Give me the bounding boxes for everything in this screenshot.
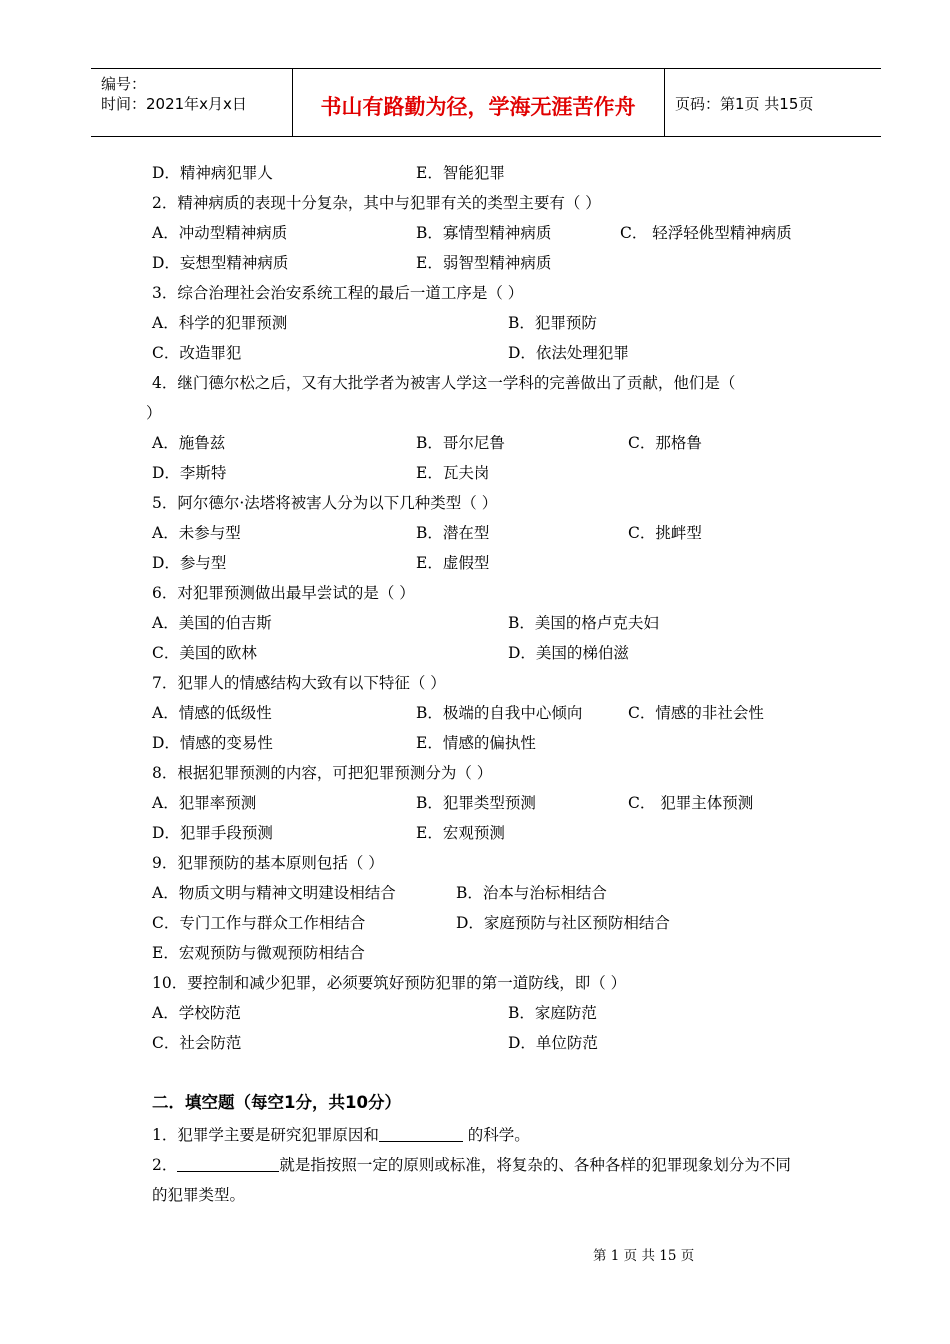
code-label: 编号： bbox=[101, 75, 147, 93]
header-page-cell bbox=[665, 69, 881, 136]
option-item[interactable]: C． 轻浮轻佻型精神病质 bbox=[620, 224, 792, 242]
option-item[interactable]: C．情感的非社会性 bbox=[628, 704, 764, 722]
fill-in-section bbox=[152, 1120, 852, 1210]
option-item[interactable]: B．极端的自我中心倾向 bbox=[416, 704, 583, 722]
option-item[interactable]: C．美国的欧林 bbox=[152, 644, 257, 662]
fill-q2-text: 就是指按照一定的原则或标准，将复杂的、各种各样的犯罪现象划分为不同 bbox=[279, 1156, 791, 1174]
option-item[interactable]: A．学校防范 bbox=[152, 1004, 241, 1022]
option-item[interactable]: C．那格鲁 bbox=[628, 434, 702, 452]
option-item[interactable]: E．虚假型 bbox=[416, 554, 490, 572]
option-item[interactable]: E．智能犯罪 bbox=[416, 164, 505, 182]
option-row bbox=[152, 248, 852, 278]
question-text: 3．综合治理社会治安系统工程的最后一道工序是（ ） bbox=[152, 284, 524, 302]
option-row bbox=[152, 938, 852, 968]
option-row bbox=[152, 698, 852, 728]
option-row bbox=[152, 548, 852, 578]
option-row bbox=[152, 518, 852, 548]
time-label: 时间：2021年x月x日 bbox=[101, 95, 247, 113]
option-row bbox=[152, 218, 852, 248]
answer-blank[interactable] bbox=[379, 1123, 463, 1142]
motto: 书山有路勤为径，学海无涯苦作舟 bbox=[320, 95, 636, 119]
option-item[interactable]: B．美国的格卢克夫妇 bbox=[508, 614, 659, 632]
option-item[interactable]: D．单位防范 bbox=[508, 1034, 598, 1052]
option-row bbox=[152, 638, 852, 668]
question-text: 6．对犯罪预测做出最早尝试的是（ ） bbox=[152, 584, 415, 602]
option-item[interactable]: D．精神病犯罪人 bbox=[152, 164, 273, 182]
option-item[interactable]: E．瓦夫岗 bbox=[416, 464, 490, 482]
option-item[interactable]: E．宏观预防与微观预防相结合 bbox=[152, 944, 365, 962]
option-item[interactable]: D．情感的变易性 bbox=[152, 734, 273, 752]
question-text: 10．要控制和减少犯罪，必须要筑好预防犯罪的第一道防线，即（ ） bbox=[152, 974, 627, 992]
option-item[interactable]: A．冲动型精神病质 bbox=[152, 224, 288, 242]
question-text: 8．根据犯罪预测的内容，可把犯罪预测分为（ ） bbox=[152, 764, 493, 782]
option-item[interactable]: B．犯罪类型预测 bbox=[416, 794, 536, 812]
option-row bbox=[152, 308, 852, 338]
option-item[interactable]: A．情感的低级性 bbox=[152, 704, 272, 722]
question-text: 2．精神病质的表现十分复杂，其中与犯罪有关的类型主要有（ ） bbox=[152, 194, 601, 212]
fill-q1-text: 1．犯罪学主要是研究犯罪原因和 bbox=[152, 1126, 379, 1144]
option-item[interactable]: E．情感的偏执性 bbox=[416, 734, 536, 752]
option-item[interactable]: C．专门工作与群众工作相结合 bbox=[152, 914, 366, 932]
header-motto-cell bbox=[292, 69, 665, 136]
option-row bbox=[152, 908, 852, 938]
fill-q1-tail: 的科学。 bbox=[462, 1126, 530, 1144]
option-item[interactable]: C．挑衅型 bbox=[628, 524, 702, 542]
option-item[interactable]: D．李斯特 bbox=[152, 464, 227, 482]
option-item[interactable]: A．未参与型 bbox=[152, 524, 241, 542]
page-footer: 第 1 页 共 15 页 bbox=[593, 1248, 695, 1264]
option-item[interactable]: B．潜在型 bbox=[416, 524, 490, 542]
option-item[interactable]: A．犯罪率预测 bbox=[152, 794, 257, 812]
fill-question-1 bbox=[152, 1120, 852, 1150]
option-item[interactable]: D．美国的梯伯滋 bbox=[508, 644, 629, 662]
header-page-number: 页码：第1页 共15页 bbox=[675, 95, 814, 113]
option-row bbox=[152, 878, 852, 908]
question-text: 5．阿尔德尔·法塔将被害人分为以下几种类型（ ） bbox=[152, 494, 498, 512]
question-list bbox=[146, 158, 852, 1058]
question-text: 7．犯罪人的情感结构大致有以下特征（ ） bbox=[152, 674, 446, 692]
option-item[interactable]: D．参与型 bbox=[152, 554, 227, 572]
fill-question-2-cont: 的犯罪类型。 bbox=[152, 1186, 246, 1204]
fill-question-2 bbox=[152, 1150, 852, 1180]
option-item[interactable]: C．社会防范 bbox=[152, 1034, 242, 1052]
option-item[interactable]: D．家庭预防与社区预防相结合 bbox=[456, 914, 670, 932]
option-item[interactable]: B．寡情型精神病质 bbox=[416, 224, 552, 242]
option-item[interactable]: B．哥尔尼鲁 bbox=[416, 434, 505, 452]
question-text: 4．继门德尔松之后，又有大批学者为被害人学这一学科的完善做出了贡献，他们是（ bbox=[152, 374, 736, 392]
option-item[interactable]: E．弱智型精神病质 bbox=[416, 254, 552, 272]
option-item[interactable]: C． 犯罪主体预测 bbox=[628, 794, 754, 812]
question-text: 9．犯罪预防的基本原则包括（ ） bbox=[152, 854, 384, 872]
option-item[interactable]: E．宏观预测 bbox=[416, 824, 505, 842]
option-row bbox=[152, 458, 852, 488]
option-row bbox=[152, 728, 852, 758]
question-continuation: ） bbox=[146, 404, 162, 422]
option-item[interactable]: C．改造罪犯 bbox=[152, 344, 242, 362]
fill-q2-number: 2． bbox=[152, 1156, 178, 1174]
option-item[interactable]: B．治本与治标相结合 bbox=[456, 884, 607, 902]
header-meta bbox=[91, 69, 293, 136]
option-row bbox=[152, 158, 852, 188]
section-title: 二．填空题（每空1分，共10分） bbox=[152, 1093, 401, 1112]
option-item[interactable]: B．家庭防范 bbox=[508, 1004, 597, 1022]
option-item[interactable]: A．美国的伯吉斯 bbox=[152, 614, 272, 632]
option-item[interactable]: D．妄想型精神病质 bbox=[152, 254, 289, 272]
option-row bbox=[152, 608, 852, 638]
option-row bbox=[152, 338, 852, 368]
option-item[interactable]: A．物质文明与精神文明建设相结合 bbox=[152, 884, 396, 902]
page-header bbox=[91, 68, 881, 137]
option-row bbox=[152, 788, 852, 818]
option-item[interactable]: A．施鲁兹 bbox=[152, 434, 226, 452]
answer-blank[interactable] bbox=[177, 1153, 279, 1172]
option-item[interactable]: B．犯罪预防 bbox=[508, 314, 597, 332]
option-row bbox=[152, 998, 852, 1028]
option-row bbox=[152, 428, 852, 458]
option-item[interactable]: A．科学的犯罪预测 bbox=[152, 314, 288, 332]
option-row bbox=[152, 1028, 852, 1058]
option-row bbox=[152, 818, 852, 848]
option-item[interactable]: D．犯罪手段预测 bbox=[152, 824, 273, 842]
option-item[interactable]: D．依法处理犯罪 bbox=[508, 344, 629, 362]
